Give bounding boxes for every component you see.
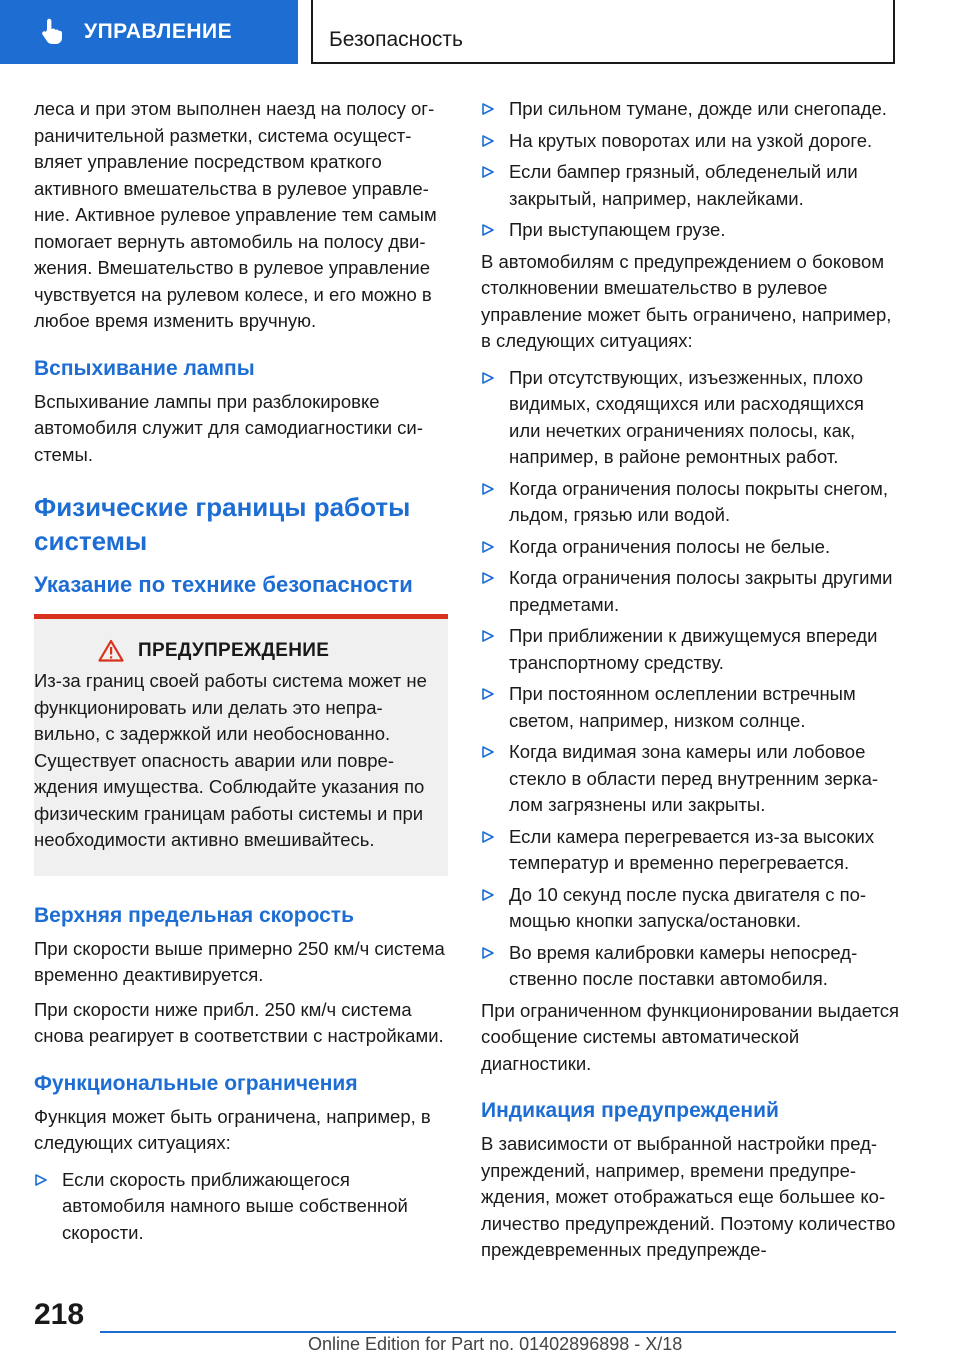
triangle-bullet-icon [481, 745, 495, 759]
list-item: Когда ограничения полосы не белые. [481, 534, 899, 561]
triangle-bullet-icon [481, 482, 495, 496]
list-item: При сильном тумане, дожде или снегопаде. [481, 96, 899, 123]
list-item: Во время калибровки камеры непосредственно после поставки автомобиля. [481, 940, 899, 993]
list-item: Когда ограничения полосы покрыты снегом, льдом, грязью или водой. [481, 476, 899, 529]
footer-divider [100, 1331, 896, 1333]
lamp-paragraph: Вспыхивание лампы при разблокировке автомобиля служит для самодиагностики системы. [34, 390, 423, 465]
chapter-tab[interactable] [0, 0, 298, 64]
section-header [311, 0, 895, 64]
list-item: При постоянном ослеплении встречным светом, например, низком солнце. [481, 681, 899, 734]
page-number: 218 [34, 1298, 85, 1331]
side-collision-paragraph: В автомобилям с предупреждением о боковом столкновении вмешательство в рулевое управление может быть ограничено, например, в следующих ситуациях: [481, 250, 892, 351]
chapter-title: УПРАВЛЕНИЕ [84, 20, 233, 43]
triangle-bullet-icon [481, 687, 495, 701]
triangle-bullet-icon [481, 571, 495, 585]
list-item: При выступающем грузе. [481, 217, 899, 244]
speed-paragraph-2: При скорости ниже прибл. 250 км/ч система снова реагирует в соответствии с настройками. [34, 998, 444, 1046]
list-item: При приближении к движущемуся впереди транспортному средству. [481, 623, 899, 676]
triangle-bullet-icon [481, 629, 495, 643]
list-item: При отсутствующих, изъезженных, плохо видимых, сходящихся или расходящихся или нечетких ограничениях полосы, как, например, в районе ремонтных работ. [481, 365, 899, 471]
list-item: Когда ограничения полосы закрыты другими предметами. [481, 565, 899, 618]
section-title: Безопасность [329, 28, 463, 51]
func-paragraph: Функция может быть ограничена, например, в следующих ситуациях: [34, 1105, 431, 1153]
speed-paragraph-1: При скорости выше примерно 250 км/ч система временно деактивируется. [34, 937, 445, 985]
list-item: Если бампер грязный, обледенелый или закрытый, например, наклейками. [481, 159, 899, 212]
list-item: Когда видимая зона камеры или лобовое стекло в области перед внутренним зеркалом загрязнены или закрыты. [481, 739, 899, 819]
triangle-bullet-icon [481, 540, 495, 554]
footer-edition: Online Edition for Part no. 01402896898 - X/18 [308, 1334, 683, 1354]
triangle-bullet-icon [481, 888, 495, 902]
list-item: На крутых поворотах или на узкой дороге. [481, 128, 899, 155]
right-column [481, 96, 899, 1264]
warning-header [34, 639, 434, 662]
triangle-bullet-icon [481, 223, 495, 237]
safety-heading: Указание по технике безопасности [34, 572, 413, 597]
list-item: Если камера перегревается из-за высоких температур и временно перегревается. [481, 824, 899, 877]
triangle-bullet-icon [481, 946, 495, 960]
conditions-list-top [481, 96, 899, 244]
triangle-bullet-icon [481, 165, 495, 179]
warnings-paragraph: В зависимости от выбранной настройки предупреждений, например, времени предупреждения, может отображаться еще большее количество предупреждений. Поэтому количество преждевременных предупрежде- [481, 1133, 896, 1260]
func-list [34, 1167, 448, 1247]
warning-title: ПРЕДУПРЕЖДЕНИЕ [138, 639, 330, 661]
triangle-bullet-icon [34, 1173, 48, 1187]
conditions-list-bottom [481, 365, 899, 993]
limits-heading: Физические границы работы системы [34, 492, 411, 556]
list-item: Если скорость приближающегося автомобиля намного выше собственной скорости. [34, 1167, 448, 1247]
hand-pointer-icon [38, 17, 68, 47]
triangle-bullet-icon [481, 371, 495, 385]
triangle-bullet-icon [481, 830, 495, 844]
warning-box [34, 619, 448, 876]
func-heading: Функциональные ограничения [34, 1071, 358, 1095]
left-column [34, 96, 448, 1251]
lamp-heading: Вспыхивание лампы [34, 356, 255, 380]
triangle-bullet-icon [481, 102, 495, 116]
triangle-bullet-icon [481, 134, 495, 148]
intro-paragraph: леса и при этом выполнен наезд на полосу ограничительной разметки, система осуществляет управление посредством краткого активного вмешательства в рулевое управление. Активное рулевое управление тем самым помогает вернуть автомобиль на полосу движения. Вмешательство в рулевое управление чувствуется на рулевом колесе, и его можно в любое время изменить вручную. [34, 98, 437, 331]
list-item: До 10 секунд после пуска двигателя с помощью кнопки запуска/остановки. [481, 882, 899, 935]
speed-heading: Верхняя предельная скорость [34, 903, 354, 927]
warning-text: Из-за границ своей работы система может не функционировать или делать это неправильно, с задержкой или необоснованно. Существует опасность аварии или повреждения имущества. Соблюдайте указания по физическим границам работы системы и при необходимости активно вмешивайтесь. [34, 670, 427, 850]
warnings-heading: Индикация предупреждений [481, 1099, 779, 1122]
warning-triangle-icon [98, 639, 124, 662]
diagnostics-paragraph: При ограниченном функционировании выдается сообщение системы автоматической диагностики. [481, 999, 900, 1074]
